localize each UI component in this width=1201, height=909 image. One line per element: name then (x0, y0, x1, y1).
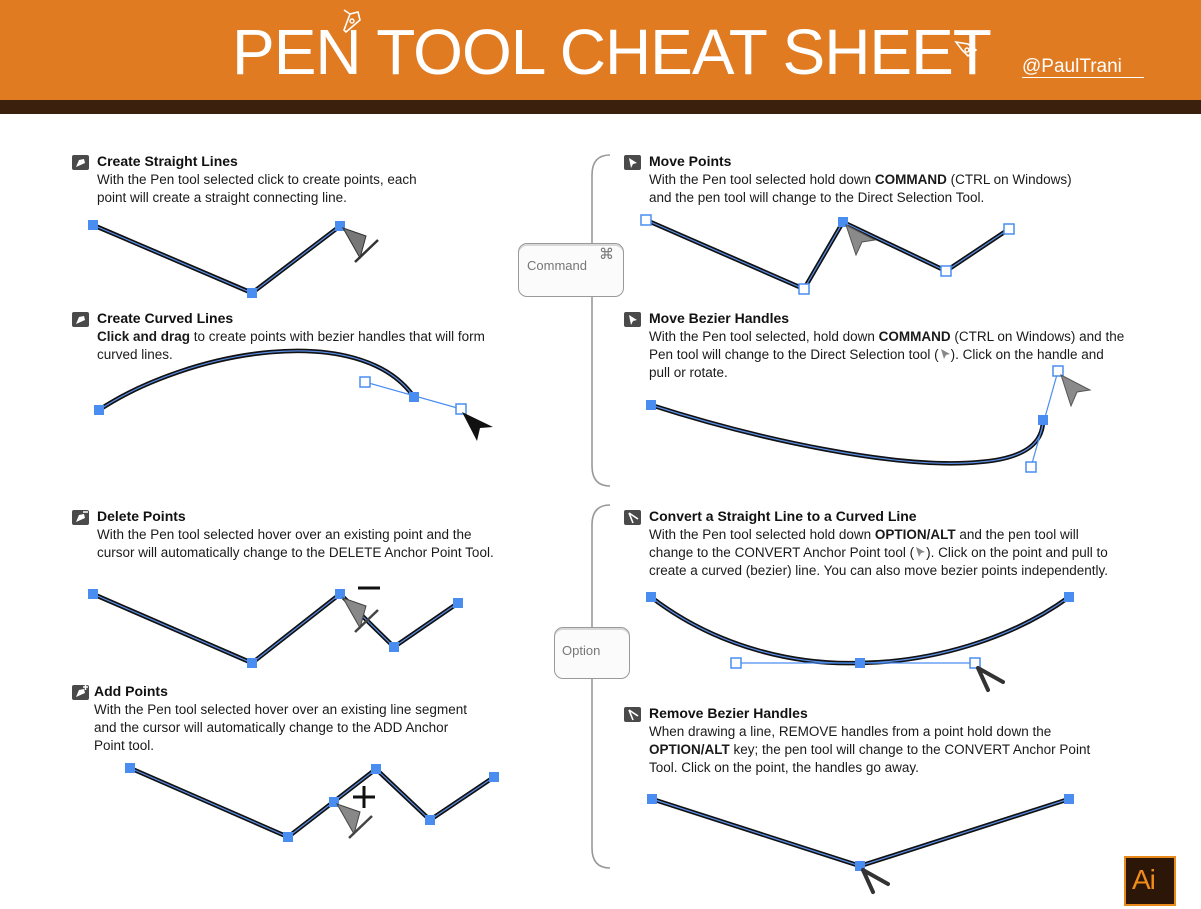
direct-selection-cursor-icon (846, 225, 875, 255)
body-text: and the pen tool will (955, 527, 1079, 542)
body-text: ). Click on the handle and (950, 347, 1104, 362)
pen-icon (72, 312, 89, 327)
body-line: With the Pen tool selected hover over an existing point and the (97, 527, 472, 542)
command-symbol-icon: ⌘ (599, 246, 614, 263)
body-line: pull or rotate. (649, 365, 728, 380)
body-text: With the Pen tool selected, hold down (649, 329, 879, 344)
section-body-move-bezier (649, 328, 1169, 382)
bold-text: Click and drag (97, 329, 191, 344)
body-line: Point tool. (94, 738, 155, 753)
convert-anchor-icon (624, 707, 641, 722)
author-handle-link[interactable]: @PaulTrani (1022, 57, 1144, 78)
straight-lines-diagram (88, 220, 378, 298)
pen-icon (72, 155, 89, 170)
section-body-curved-lines (97, 328, 485, 364)
section-body-add-points (94, 701, 467, 755)
remove-handles-diagram (647, 794, 1074, 892)
body-line (649, 346, 1169, 364)
illustrator-logo (1124, 856, 1176, 906)
section-bracket (592, 505, 610, 868)
page-title: PEN TOOL CHEAT SHEET (232, 16, 991, 88)
option-key-label: Option (562, 643, 601, 658)
pen-cursor-icon (343, 228, 378, 262)
body-text: to create points with bezier handles that will form (190, 329, 485, 344)
body-text: change to the CONVERT Anchor Point tool ( (649, 545, 915, 560)
section-title-delete-points: Delete Points (97, 508, 186, 524)
section-title-straight-lines: Create Straight Lines (97, 153, 238, 169)
section-body-convert (649, 526, 1169, 580)
body-line (97, 328, 485, 346)
section-title-convert: Convert a Straight Line to a Curved Line (649, 508, 917, 524)
pen-nib-icon (954, 38, 980, 64)
section-body-straight-lines (97, 171, 417, 207)
convert-anchor-diagram (646, 592, 1074, 690)
add-anchor-pen-icon (72, 685, 89, 700)
bold-text: OPTION/ALT (874, 527, 956, 542)
body-text: (CTRL on Windows) and the (950, 329, 1125, 344)
command-key-label: Command (527, 258, 587, 273)
bold-text: COMMAND (878, 329, 951, 344)
body-text: Pen tool will change to the Direct Selection tool ( (649, 347, 939, 362)
body-line: create a curved (bezier) line. You can also move bezier points independently. (649, 563, 1109, 578)
convert-anchor-inline-icon (914, 546, 926, 558)
direct-selection-icon (624, 312, 641, 327)
section-bracket (592, 155, 610, 486)
body-text: key; the pen tool will change to the CONVERT Anchor Point (729, 742, 1091, 757)
body-line: point will create a straight connecting line. (97, 190, 347, 205)
bold-text: COMMAND (874, 172, 947, 187)
convert-anchor-icon (624, 510, 641, 525)
move-points-diagram (641, 215, 1014, 294)
arrow-cursor-icon (462, 412, 493, 441)
body-line: With the Pen tool selected click to create points, each (97, 172, 417, 187)
body-text: With the Pen tool selected hold down (649, 172, 875, 187)
body-line: With the Pen tool selected hover over an existing line segment (94, 702, 467, 717)
bold-text: OPTION/ALT (649, 742, 730, 757)
delete-anchor-pen-icon (72, 510, 89, 525)
body-line (649, 526, 1169, 544)
body-line: When drawing a line, REMOVE handles from a point hold down the (649, 724, 1052, 739)
illustrator-logo-label: Ai (1132, 864, 1155, 895)
curved-lines-diagram (94, 351, 493, 441)
add-points-diagram (125, 763, 499, 842)
section-title-curved-lines: Create Curved Lines (97, 310, 234, 326)
pen-nib-icon (340, 8, 366, 34)
body-line: cursor will automatically change to the DELETE Anchor Point Tool. (97, 545, 494, 560)
body-text: ). Click on the point and pull to (926, 545, 1108, 560)
section-body-delete-points (97, 526, 494, 562)
body-line (649, 171, 1072, 189)
section-body-move-points (649, 171, 1072, 207)
body-text: With the Pen tool selected hold down (649, 527, 875, 542)
body-line: and the pen tool will change to the Direct Selection Tool. (649, 190, 985, 205)
direct-selection-icon (624, 155, 641, 170)
body-line: and the cursor will automatically change to the ADD Anchor (94, 720, 449, 735)
body-line (649, 741, 1169, 759)
add-anchor-cursor-icon (337, 786, 375, 838)
body-line (649, 544, 1169, 562)
section-title-move-bezier: Move Bezier Handles (649, 310, 790, 326)
body-line: Tool. Click on the point, the handles go away. (649, 760, 919, 775)
direct-selection-inline-icon (939, 348, 951, 360)
section-body-remove-handles (649, 723, 1169, 777)
section-title-move-points: Move Points (649, 153, 732, 169)
section-title-add-points: Add Points (94, 683, 168, 699)
delete-anchor-cursor-icon (343, 588, 380, 632)
body-text: (CTRL on Windows) (946, 172, 1072, 187)
header-divider-bar (0, 100, 1201, 114)
delete-points-diagram (88, 588, 463, 668)
body-line (649, 328, 1169, 346)
convert-anchor-cursor-icon (863, 870, 888, 892)
body-line: curved lines. (97, 347, 173, 362)
section-title-remove-handles: Remove Bezier Handles (649, 705, 808, 721)
convert-anchor-cursor-icon (978, 668, 1003, 690)
